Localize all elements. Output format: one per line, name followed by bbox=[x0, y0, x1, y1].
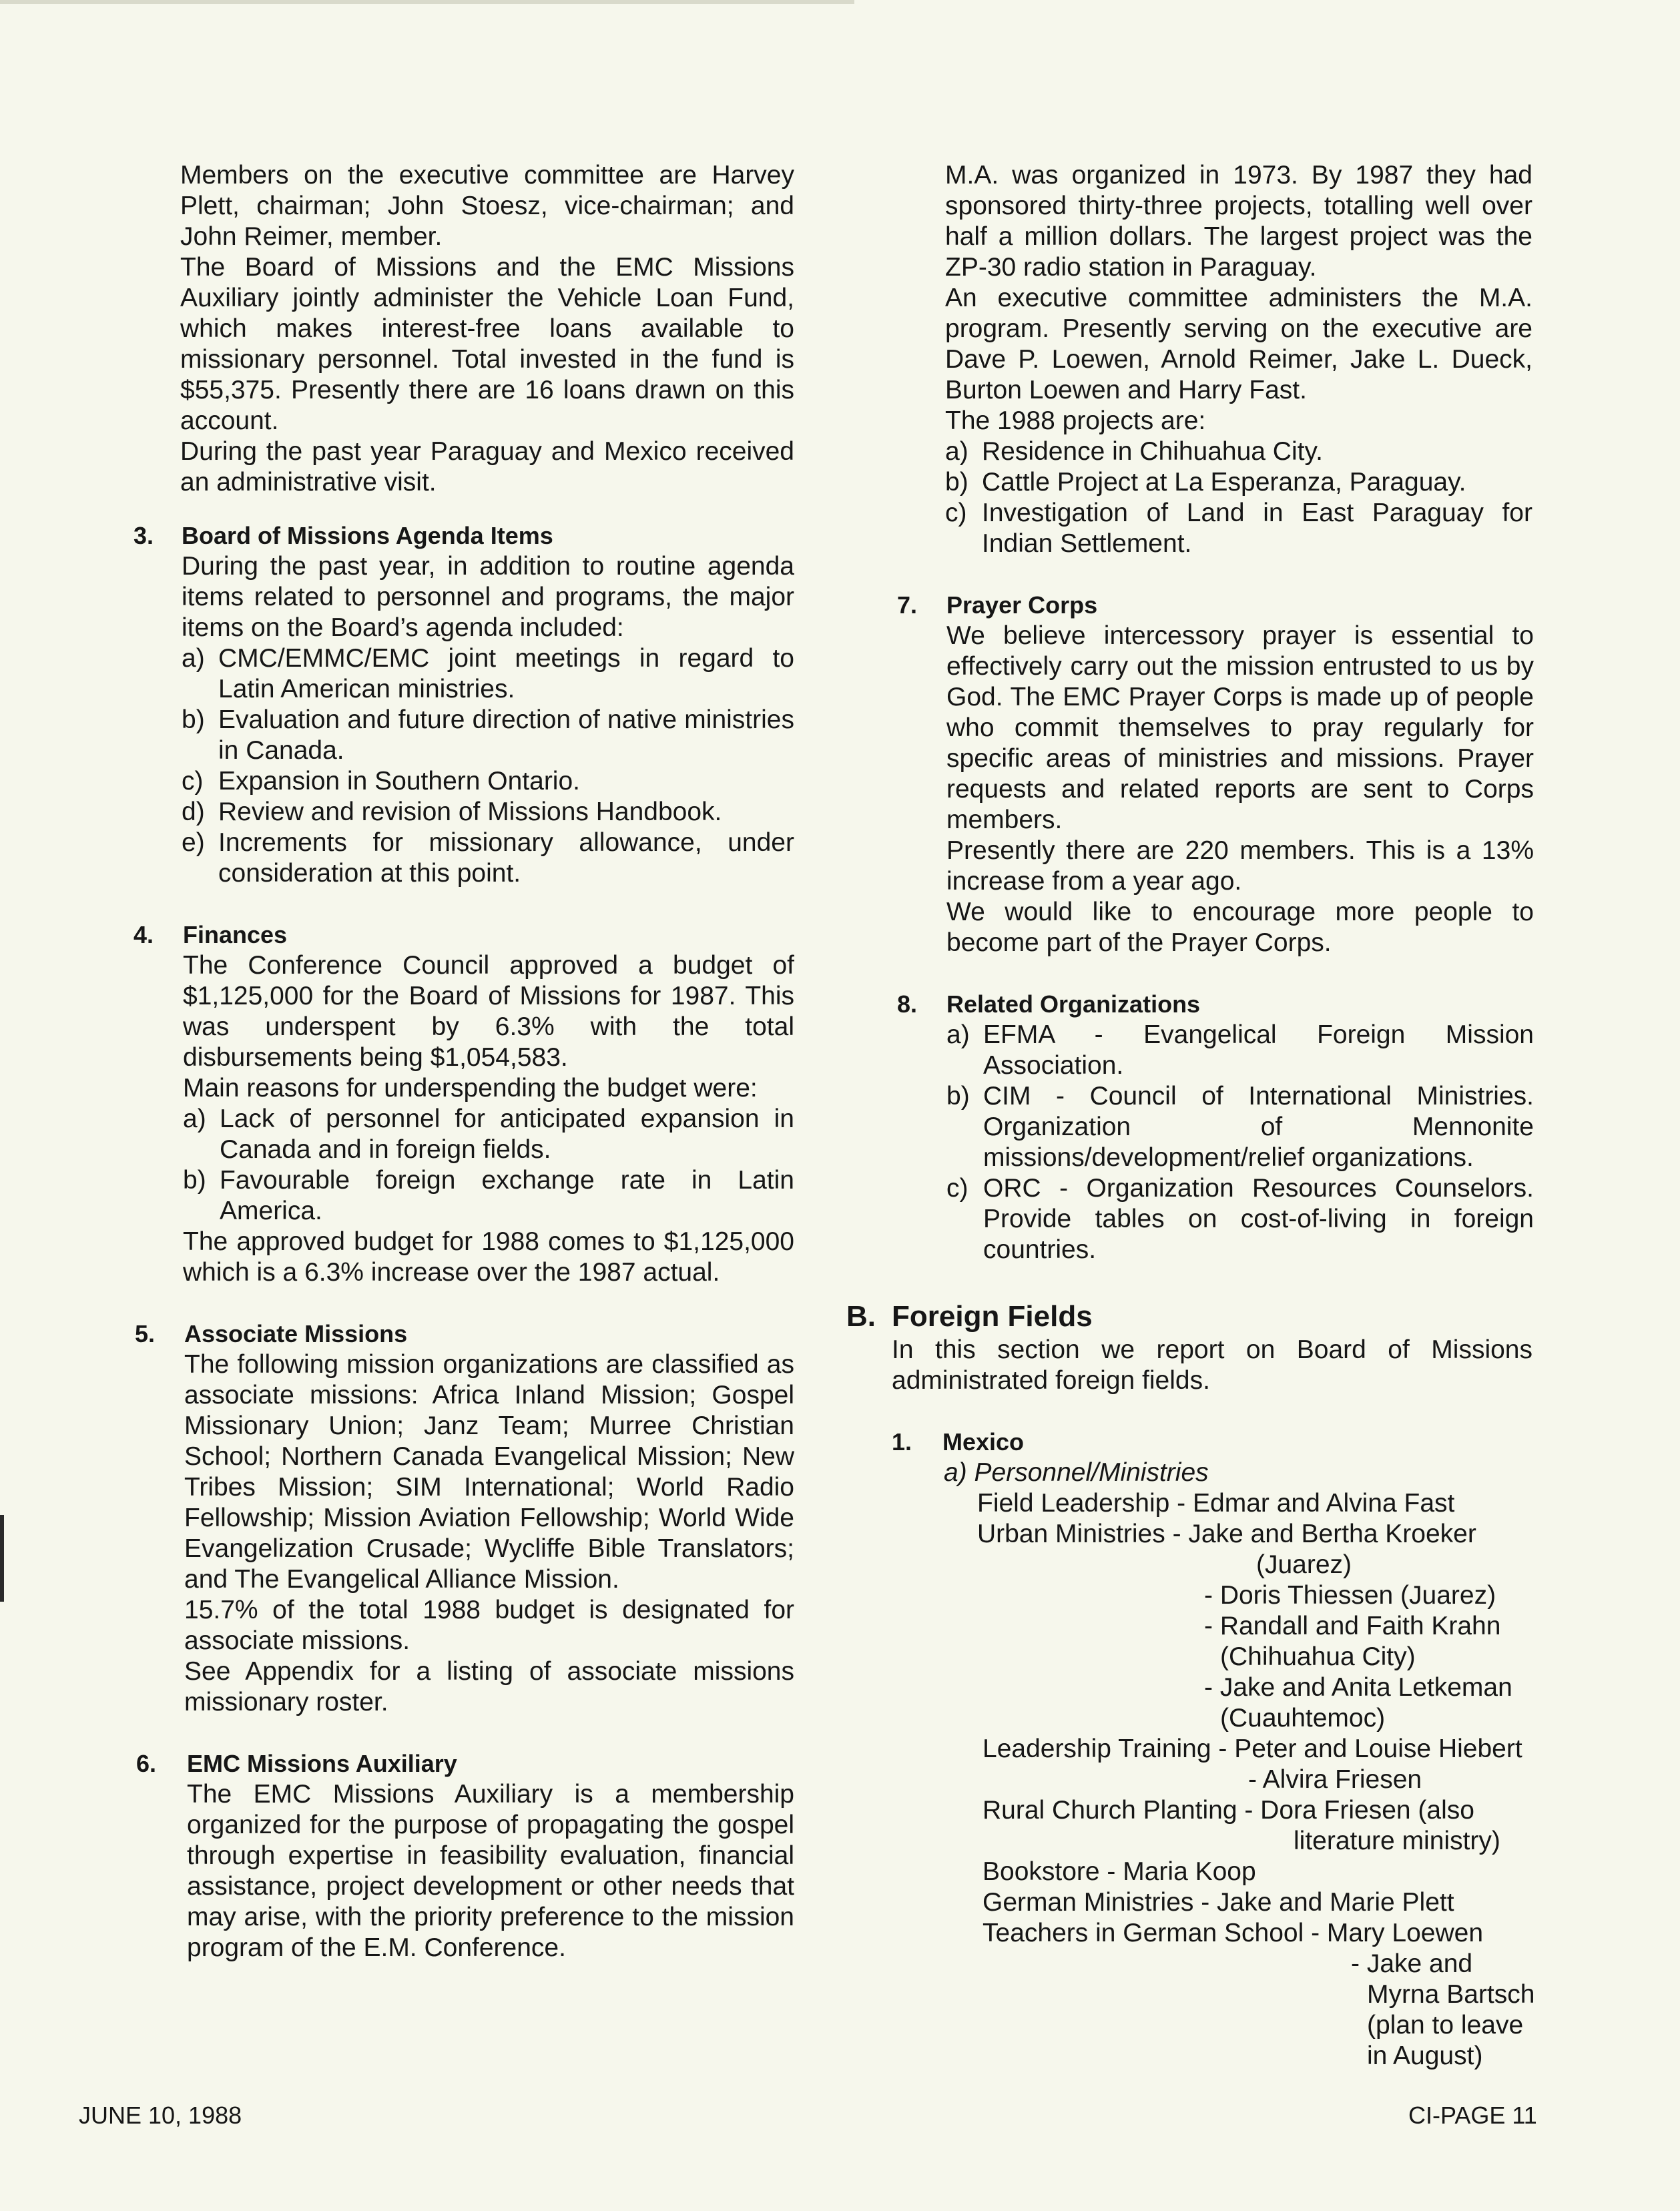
section-number: 5. bbox=[135, 1320, 156, 1347]
section-paragraph: 15.7% of the total 1988 budget is designated for associate missions. bbox=[184, 1596, 794, 1655]
subsection-title: a) Personnel/Ministries bbox=[944, 1458, 1209, 1487]
scan-edge-line bbox=[0, 0, 854, 4]
section-number: 7. bbox=[897, 591, 918, 619]
section-paragraph: We would like to encourage more people to become part of the Prayer Corps. bbox=[946, 898, 1534, 957]
list-item: b) Evaluation and future direction of native ministries in Canada. bbox=[182, 705, 794, 765]
personnel-list bbox=[942, 1488, 1543, 2072]
section-paragraph: M.A. was organized in 1973. By 1987 they had sponsored thirty-three projects, totalling well over half a million dollars. The largest project was the ZP-30 radio station in Paraguay. bbox=[945, 161, 1532, 282]
list-item: b) CIM - Council of International Ministries. Organization of Mennonite missions/development/relief organizations. bbox=[946, 1082, 1534, 1172]
section-agenda-items bbox=[133, 521, 794, 889]
section-associate-missions bbox=[133, 1319, 794, 1718]
section-paragraph: In this section we report on Board of Missions administrated foreign fields. bbox=[892, 1335, 1532, 1395]
personnel-line: - Randall and Faith Krahn bbox=[1204, 1612, 1501, 1640]
footer-page-number: CI-PAGE 11 bbox=[1408, 2102, 1537, 2129]
section-paragraph: During the past year, in addition to routine agenda items related to personnel and programs, the major items on the Board’s agenda included: bbox=[182, 552, 794, 642]
agenda-list bbox=[182, 643, 794, 889]
personnel-line: - Jake and bbox=[1351, 1949, 1473, 1978]
section-letter: B. bbox=[846, 1300, 876, 1333]
scan-binding-mark bbox=[0, 1515, 4, 1602]
list-item: a) Lack of personnel for anticipated expansion in Canada and in foreign fields. bbox=[183, 1104, 794, 1164]
intro-paragraph: The Board of Missions and the EMC Missions Auxiliary jointly administer the Vehicle Loan Fund, which makes interest-free loans available to missionary personnel. Total invested in the fund is $55,375. Presently there are 16 loans drawn on this account. bbox=[180, 253, 794, 435]
section-title: EMC Missions Auxiliary bbox=[187, 1750, 457, 1777]
section-number: 6. bbox=[136, 1750, 157, 1777]
personnel-line: German Ministries - Jake and Marie Plett bbox=[983, 1888, 1454, 1917]
personnel-line: Myrna Bartsch bbox=[1367, 1980, 1535, 2009]
section-paragraph: Main reasons for underspending the budget were: bbox=[183, 1074, 758, 1102]
auxiliary-continued bbox=[945, 160, 1532, 559]
list-item: c) ORC - Organization Resources Counselors. Provide tables on cost-of-living in foreign countries. bbox=[946, 1174, 1534, 1264]
intro-paragraph: Members on the executive committee are Harvey Plett, chairman; John Stoesz, vice-chairman; and John Reimer, member. bbox=[180, 161, 794, 251]
list-item: b) Favourable foreign exchange rate in Latin America. bbox=[183, 1166, 794, 1225]
personnel-line: (Juarez) bbox=[1256, 1550, 1352, 1579]
section-number: 8. bbox=[897, 990, 918, 1018]
personnel-line: (plan to leave bbox=[1367, 2011, 1524, 2039]
section-title: Prayer Corps bbox=[946, 591, 1098, 619]
personnel-line: Leadership Training - Peter and Louise Hiebert bbox=[983, 1734, 1522, 1763]
list-item: a) Residence in Chihuahua City. bbox=[945, 437, 1323, 466]
section-title: Mexico bbox=[942, 1428, 1025, 1456]
personnel-line: Urban Ministries - Jake and Bertha Kroeker bbox=[977, 1520, 1476, 1548]
section-paragraph: See Appendix for a listing of associate missions missionary roster. bbox=[184, 1657, 794, 1716]
section-number: 1. bbox=[892, 1428, 912, 1456]
personnel-line: Teachers in German School - Mary Loewen bbox=[983, 1919, 1484, 1947]
section-prayer-corps bbox=[846, 590, 1554, 958]
section-missions-auxiliary bbox=[133, 1749, 794, 1963]
personnel-line: - Alvira Friesen bbox=[1248, 1765, 1422, 1794]
section-mexico bbox=[846, 1427, 1554, 2072]
personnel-line: Field Leadership - Edmar and Alvina Fast bbox=[977, 1489, 1455, 1518]
section-title: Related Organizations bbox=[946, 990, 1201, 1018]
personnel-line: in August) bbox=[1367, 2041, 1483, 2070]
section-paragraph: The 1988 projects are: bbox=[945, 406, 1206, 435]
right-column bbox=[846, 160, 1554, 2072]
projects-list bbox=[945, 436, 1532, 559]
section-paragraph: An executive committee administers the M.A. program. Presently serving on the executive are Dave P. Loewen, Arnold Reimer, Jake L. Dueck, Burton Loewen and Harry Fast. bbox=[945, 284, 1532, 404]
intro-section bbox=[180, 160, 794, 498]
personnel-line: Rural Church Planting - Dora Friesen (also bbox=[983, 1796, 1474, 1825]
list-item: a) CMC/EMMC/EMC joint meetings in regard to Latin American ministries. bbox=[182, 644, 794, 703]
personnel-line: Bookstore - Maria Koop bbox=[983, 1857, 1256, 1886]
left-column bbox=[133, 160, 794, 1963]
list-item: e) Increments for missionary allowance, under consideration at this point. bbox=[182, 828, 794, 888]
section-title: Foreign Fields bbox=[892, 1300, 1093, 1333]
section-paragraph: The EMC Missions Auxiliary is a membership organized for the purpose of propagating the gospel through expertise in feasibility evaluation, financial assistance, project development or other needs that may arise, with the priority preference to the mission program of the E.M. Conference. bbox=[187, 1780, 794, 1962]
footer-date: JUNE 10, 1988 bbox=[79, 2102, 242, 2129]
section-title: Associate Missions bbox=[184, 1320, 408, 1347]
personnel-line: (Chihuahua City) bbox=[1220, 1642, 1416, 1671]
section-number: 3. bbox=[133, 522, 154, 549]
list-item: c) Investigation of Land in East Paraguay for Indian Settlement. bbox=[945, 499, 1532, 558]
section-paragraph: The Conference Council approved a budget of $1,125,000 for the Board of Missions for 1987. This was underspent by 6.3% with the total disbursements being $1,054,583. bbox=[183, 951, 794, 1072]
personnel-line: literature ministry) bbox=[1294, 1827, 1500, 1855]
section-number: 4. bbox=[133, 921, 154, 948]
section-title: Finances bbox=[183, 921, 288, 948]
section-paragraph: The following mission organizations are classified as associate missions: Africa Inland Mission; Gospel Missionary Union; Janz Team; Murree Christian School; Northern Canada Evangelical Mission; New Tribes Mission; SIM International; World Radio Fellowship; Mission Aviation Fellowship; World Wide Evangelization Crusade; Wycliffe Bible Translators; and The Evangelical Alliance Mission. bbox=[184, 1350, 794, 1594]
list-item: c) Expansion in Southern Ontario. bbox=[182, 767, 581, 796]
section-foreign-fields bbox=[846, 1299, 1554, 1396]
section-title: Board of Missions Agenda Items bbox=[182, 522, 553, 549]
section-paragraph: Presently there are 220 members. This is a 13% increase from a year ago. bbox=[946, 836, 1534, 896]
underspending-list bbox=[183, 1104, 794, 1227]
list-item: b) Cattle Project at La Esperanza, Paraguay. bbox=[945, 468, 1466, 497]
list-item: a) EFMA - Evangelical Foreign Mission Association. bbox=[946, 1020, 1534, 1080]
section-related-organizations bbox=[846, 989, 1554, 1265]
organizations-list bbox=[946, 1020, 1534, 1265]
section-paragraph: We believe intercessory prayer is essential to effectively carry out the mission entrusted to us by God. The EMC Prayer Corps is made up of people who commit themselves to pray regularly for specific areas of ministries and missions. Prayer requests and related reports are sent to Corps members. bbox=[946, 621, 1534, 834]
section-finances bbox=[133, 920, 794, 1288]
section-paragraph: The approved budget for 1988 comes to $1,125,000 which is a 6.3% increase over the 1987 actual. bbox=[183, 1227, 794, 1287]
personnel-line: - Doris Thiessen (Juarez) bbox=[1204, 1581, 1496, 1610]
list-item: d) Review and revision of Missions Handbook. bbox=[182, 798, 722, 826]
intro-paragraph: During the past year Paraguay and Mexico received an administrative visit. bbox=[180, 437, 794, 497]
personnel-line: (Cuauhtemoc) bbox=[1220, 1704, 1386, 1732]
personnel-line: - Jake and Anita Letkeman bbox=[1204, 1673, 1512, 1702]
